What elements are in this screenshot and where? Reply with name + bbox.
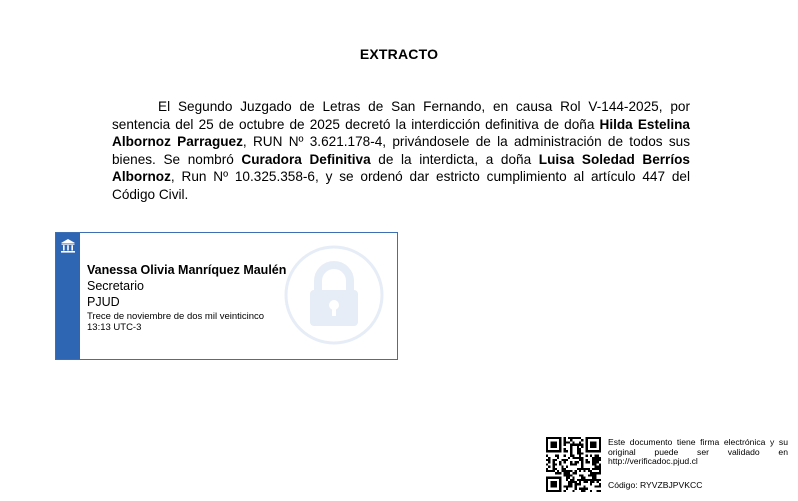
courthouse-icon	[60, 238, 76, 254]
electronic-signature-box	[55, 232, 398, 360]
document-title: EXTRACTO	[359, 46, 439, 62]
signer-institution: PJUD	[87, 295, 120, 309]
signature-stripe	[56, 233, 80, 359]
extract-paragraph	[112, 98, 690, 204]
paragraph-part-1: El Segundo Juzgado de Letras de San Fernando, en causa Rol V-144-2025, por sentencia del 25 de octubre de 2025 decretó la interdicción definitiva de doña	[112, 99, 690, 132]
verification-note: Este documento tiene firma electrónica y su original puede ser validado en http://verificadoc.pjud.cl	[608, 437, 788, 467]
curator-name: Luisa Soledad Berríos Albornoz	[112, 151, 690, 185]
paragraph-part-4: , Run Nº 10.325.358-6, y se ordenó dar estricto cumplimiento al artículo 447 del Código Civil.	[112, 169, 690, 202]
padlock-icon	[282, 243, 386, 347]
signer-name: Vanessa Olivia Manríquez Maulén	[87, 263, 287, 277]
paragraph-part-2: , RUN Nº 3.621.178-4, privándosele de la administración de todos sus bienes. Se nombró	[112, 134, 690, 167]
qr-code-icon	[546, 437, 601, 492]
signer-position: Secretario	[87, 279, 144, 293]
signature-timestamp	[87, 311, 264, 333]
signature-time: 13:13 UTC-3	[87, 322, 142, 333]
interdicted-person-name: Hilda Estelina Albornoz Parraguez	[112, 116, 690, 150]
paragraph-part-3: de la interdicta, a doña	[370, 151, 539, 167]
signature-date: Trece de noviembre de dos mil veinticinco	[87, 311, 265, 322]
curator-role: Curadora Definitiva	[241, 151, 371, 167]
verification-code: Código: RYVZBJPVKCC	[608, 480, 703, 490]
